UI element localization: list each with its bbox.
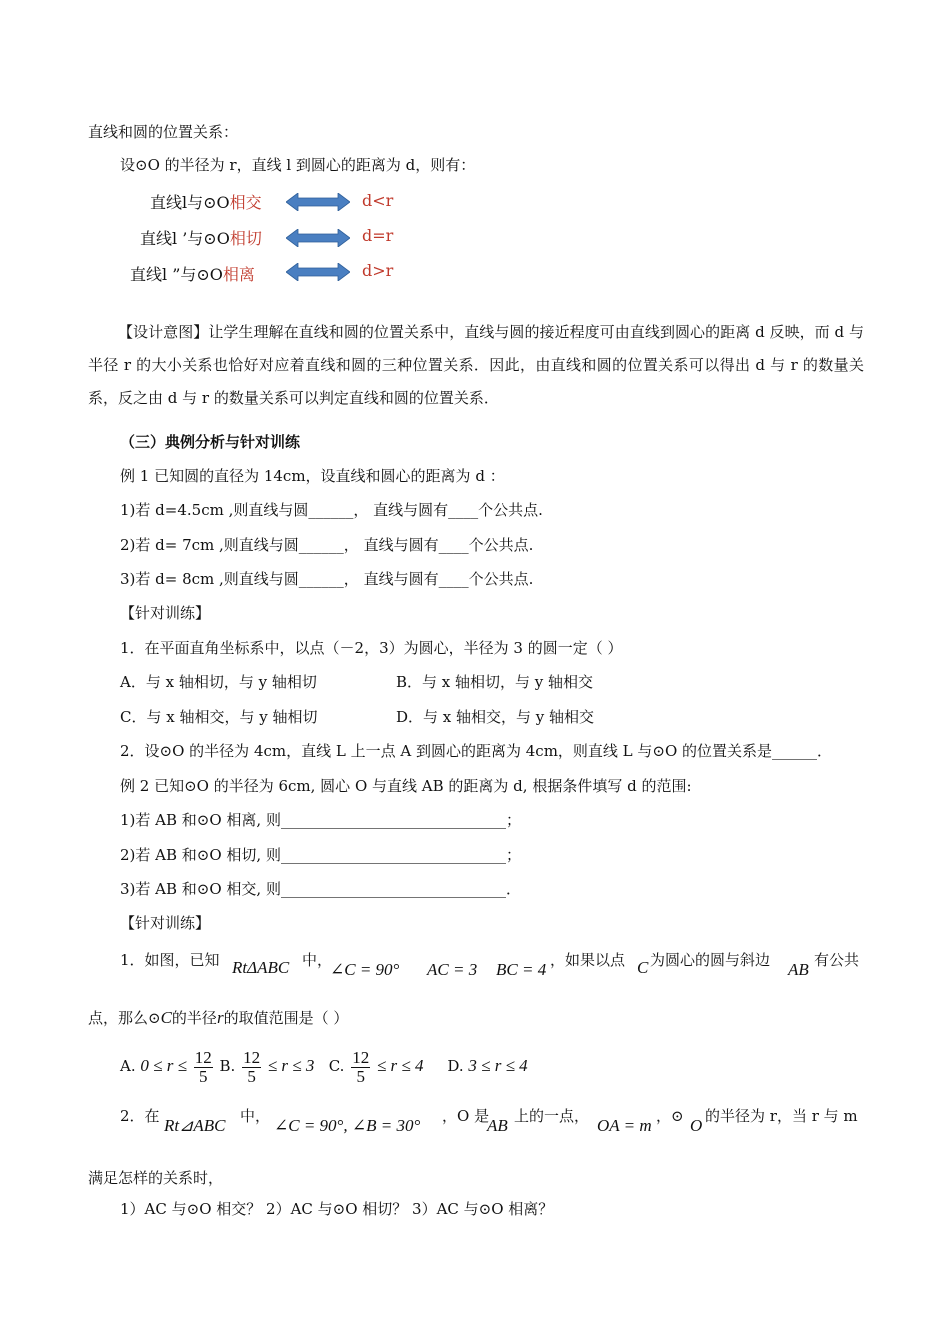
q2-text: 2．在 — [120, 1107, 160, 1125]
q2-text: 上的一点， — [514, 1107, 590, 1125]
q2-line3: 1）AC 与⊙O 相交？ 2）AC 与⊙O 相切？ 3）AC 与⊙O 相离？ — [120, 1200, 554, 1218]
option-a-expr: 0 ≤ r ≤ — [140, 1056, 187, 1075]
option-c-label: C. — [328, 1057, 345, 1075]
fraction-denominator: 5 — [198, 1066, 208, 1086]
relation-tangent — [140, 229, 262, 249]
option-c: C．与 x 轴相交，与 y 轴相切 — [120, 708, 318, 726]
example2-item: 1)若 AB 和⊙O 相离, 则______________________________； — [120, 811, 521, 829]
relation-condition: d>r — [362, 261, 394, 280]
triangle-name: Rt⊿ABC — [164, 1116, 226, 1135]
section-heading: 直线和圆的位置关系： — [88, 123, 239, 141]
example1-stem: 例 1 已知圆的直径为 14cm，设直线和圆心的距离为 d ： — [120, 467, 505, 485]
relation-condition: d<r — [362, 191, 394, 210]
option-d-label: D. — [447, 1057, 464, 1075]
segment-ab: AB — [487, 1116, 508, 1135]
q1-text: 点，那么⊙ — [88, 1009, 161, 1027]
option-b: B．与 x 轴相切，与 y 轴相交 — [396, 673, 594, 691]
relation-separate — [130, 265, 255, 285]
relation-term: 相交 — [229, 193, 262, 212]
triangle-name: RtΔABC — [232, 958, 290, 977]
q1-text: 中， — [302, 951, 333, 969]
training2-q1-line1 — [120, 950, 220, 970]
example2-item: 2)若 AB 和⊙O 相切, 则______________________________； — [120, 846, 521, 864]
q2-line2: 满足怎样的关系时， — [88, 1169, 224, 1187]
training2-q1-line2 — [88, 1008, 348, 1028]
q1-text: 有公共 — [814, 951, 860, 969]
fraction-options — [120, 1046, 528, 1086]
fraction-numerator: 12 — [194, 1047, 212, 1067]
option-d: D．与 x 轴相交，与 y 轴相交 — [396, 708, 595, 726]
example2-item: 3)若 AB 和⊙O 相交, 则______________________________． — [120, 880, 521, 898]
example1-item: 3)若 d= 8cm ,则直线与圆______， 直线与圆有____个公共点. — [120, 570, 534, 588]
double-arrow-icon — [286, 229, 350, 247]
q1-text: 的半径 — [171, 1009, 217, 1027]
double-arrow-icon — [286, 193, 350, 211]
q2-text: ，⊙ — [656, 1107, 684, 1125]
q1-text: ，如果以点 — [550, 951, 626, 969]
option-b-expr: ≤ r ≤ 3 — [267, 1056, 315, 1075]
relation-term: 相离 — [222, 265, 255, 284]
relation-prefix: 直线l ”与⊙O — [130, 265, 223, 284]
training-title: 【针对训练】 — [120, 914, 211, 932]
option-b-label: B. — [219, 1057, 236, 1075]
fraction-numerator: 12 — [243, 1047, 261, 1067]
fraction — [194, 1049, 213, 1086]
training1-q2: 2．设⊙O 的半径为 4cm，直线 L 上一点 A 到圆心的距离为 4cm，则直线 L 与⊙O 的位置关系是______． — [120, 742, 833, 760]
ac-expr: AC = 3 — [427, 960, 478, 979]
fraction — [351, 1049, 370, 1086]
circle-o: O — [690, 1116, 703, 1135]
q1-text: 1．如图，已知 — [120, 951, 220, 969]
relation-term: 相切 — [229, 229, 262, 248]
option-c-expr: ≤ r ≤ 4 — [376, 1056, 424, 1075]
fraction-numerator: 12 — [352, 1047, 370, 1067]
relation-prefix: 直线l与⊙O — [150, 193, 230, 212]
q2-text: ，O 是 — [442, 1107, 490, 1125]
relation-intersect — [150, 193, 262, 213]
angle-expr: ∠C = 90°, ∠B = 30° — [274, 1116, 421, 1135]
q1-text: 为圆心的圆与斜边 — [650, 951, 771, 969]
point-c: C — [637, 958, 649, 977]
design-intent-paragraph: 【设计意图】让学生理解在直线和圆的位置关系中，直线与圆的接近程度可由直线到圆心的距离 d 反映，而 d 与半径 r 的大小关系也恰好对应着直线和圆的三种位置关系．因此，由直线和圆的位置关系可以得出 d 与 r 的数量关系，反之由 d 与 r 的数量关系可以判定直线和圆的位置关系． — [88, 323, 864, 407]
segment-ab: AB — [788, 960, 809, 979]
fraction-denominator: 5 — [356, 1066, 365, 1086]
angle-expr: ∠C = 90° — [330, 960, 400, 979]
q1-text: 的取值范围是（ ） — [223, 1009, 349, 1027]
setup-text: 设⊙O 的半径为 r，直线 l 到圆心的距离为 d，则有： — [120, 156, 476, 174]
option-a: A．与 x 轴相切，与 y 轴相切 — [120, 673, 317, 691]
option-d-expr: 3 ≤ r ≤ 4 — [468, 1056, 528, 1075]
section-title: （三）典例分析与针对训练 — [120, 433, 301, 451]
training-title: 【针对训练】 — [120, 604, 211, 622]
relation-condition: d=r — [362, 226, 394, 245]
relation-prefix: 直线l ’与⊙O — [140, 229, 230, 248]
option-a-label: A. — [120, 1057, 136, 1075]
radius-r: r — [216, 1008, 224, 1027]
fraction-denominator: 5 — [247, 1066, 256, 1086]
double-arrow-icon — [286, 263, 350, 281]
fraction — [242, 1049, 261, 1086]
bc-expr: BC = 4 — [496, 960, 547, 979]
oa-expr: OA = m — [597, 1116, 652, 1135]
example1-item: 1)若 d=4.5cm ,则直线与圆______， 直线与圆有____个公共点. — [120, 501, 543, 519]
example2-stem: 例 2 已知⊙O 的半径为 6cm, 圆心 O 与直线 AB 的距离为 d, 根据条件填写 d 的范围: — [120, 777, 692, 795]
point-c: C — [160, 1008, 172, 1027]
training1-q1: 1．在平面直角坐标系中，以点（－2，3）为圆心，半径为 3 的圆一定（ ） — [120, 639, 623, 657]
q2-text: 的半径为 r，当 r 与 m — [705, 1107, 858, 1125]
example1-item: 2)若 d= 7cm ,则直线与圆______， 直线与圆有____个公共点. — [120, 536, 534, 554]
q2-text: 中， — [240, 1107, 271, 1125]
